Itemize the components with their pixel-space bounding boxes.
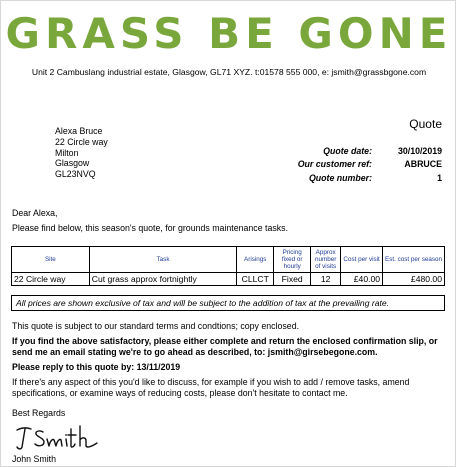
company-logo: GRASS BE GONE — [5, 9, 453, 58]
quote-number-label: Quote number: — [308, 172, 372, 183]
quote-number-row — [262, 171, 442, 185]
document-title: Quote — [409, 117, 442, 131]
recipient-line2: Milton — [55, 147, 79, 158]
column-header-site: Site — [12, 247, 90, 273]
quote-meta — [262, 144, 442, 185]
quote-date-value: 30/10/2019 — [397, 145, 442, 156]
column-header-arisings: Arisings — [237, 247, 274, 273]
quote-date-row — [262, 144, 442, 158]
column-header-visits: Approx number of visits — [311, 247, 341, 273]
signer-name: John Smith — [12, 454, 57, 464]
cell-season-cost: £480.00 — [383, 273, 445, 286]
handwritten-signature — [13, 423, 105, 453]
cell-arisings: CLLCT — [237, 273, 274, 286]
recipient-city: Glasgow — [55, 158, 90, 169]
closing-text: Best Regards — [12, 408, 66, 418]
cell-site: 22 Circle way — [12, 273, 90, 286]
reply-by-text: Please reply to this quote by: 13/11/2019 — [12, 362, 181, 372]
table-row — [12, 273, 445, 286]
customer-ref-value: ABRUCE — [404, 159, 442, 170]
cell-cost-per-visit: £40.00 — [341, 273, 383, 286]
tax-notice: All prices are shown exclusive of tax and will be subject to the addition of tax at the prevailing rate. — [11, 295, 445, 311]
quote-items-table — [11, 246, 445, 286]
terms-text: This quote is subject to our standard terms and condtions; copy enclosed. — [12, 321, 300, 331]
cell-task: Cut grass approx fortnightly — [89, 273, 237, 286]
column-header-pricing: Pricing fixed or hourly — [274, 247, 311, 273]
quote-number-value: 1 — [437, 172, 442, 183]
customer-ref-label: Our customer ref: — [297, 159, 372, 170]
recipient-postcode: GL23NVQ — [55, 169, 96, 180]
column-header-season-cost: Est. cost per season — [383, 247, 445, 273]
customer-ref-row — [262, 158, 442, 172]
recipient-address — [55, 126, 108, 180]
table-header-row — [12, 247, 445, 273]
accept-instructions: If you find the above satisfactory, please either complete and return the enclosed confirmation slip, or send me an email stating we're to go ahead as described, to: jsmith@girsebegone.com. — [12, 336, 438, 357]
cell-pricing: Fixed — [274, 273, 311, 286]
intro-text: Please find below, this season's quote, for grounds maintenance tasks. — [12, 223, 289, 233]
column-header-cost-per-visit: Cost per visit — [341, 247, 383, 273]
column-header-task: Task — [89, 247, 237, 273]
discussion-text: If there's any aspect of this you'd like to discuss, for example if you wish to add / remove tasks, amend specifications, or examine ways of reducing costs, please don't hesitate to contact me. — [12, 377, 410, 398]
company-address: Unit 2 Cambuslang industrial estate, Glasgow, GL71 XYZ. t:01578 555 000, e: jsmith@grassbgone.com — [31, 67, 427, 77]
recipient-line1: 22 Circle way — [55, 136, 108, 147]
salutation: Dear Alexa, — [12, 208, 58, 218]
quote-date-label: Quote date: — [323, 145, 372, 156]
cell-visits: 12 — [311, 273, 341, 286]
recipient-name: Alexa Bruce — [55, 126, 103, 136]
